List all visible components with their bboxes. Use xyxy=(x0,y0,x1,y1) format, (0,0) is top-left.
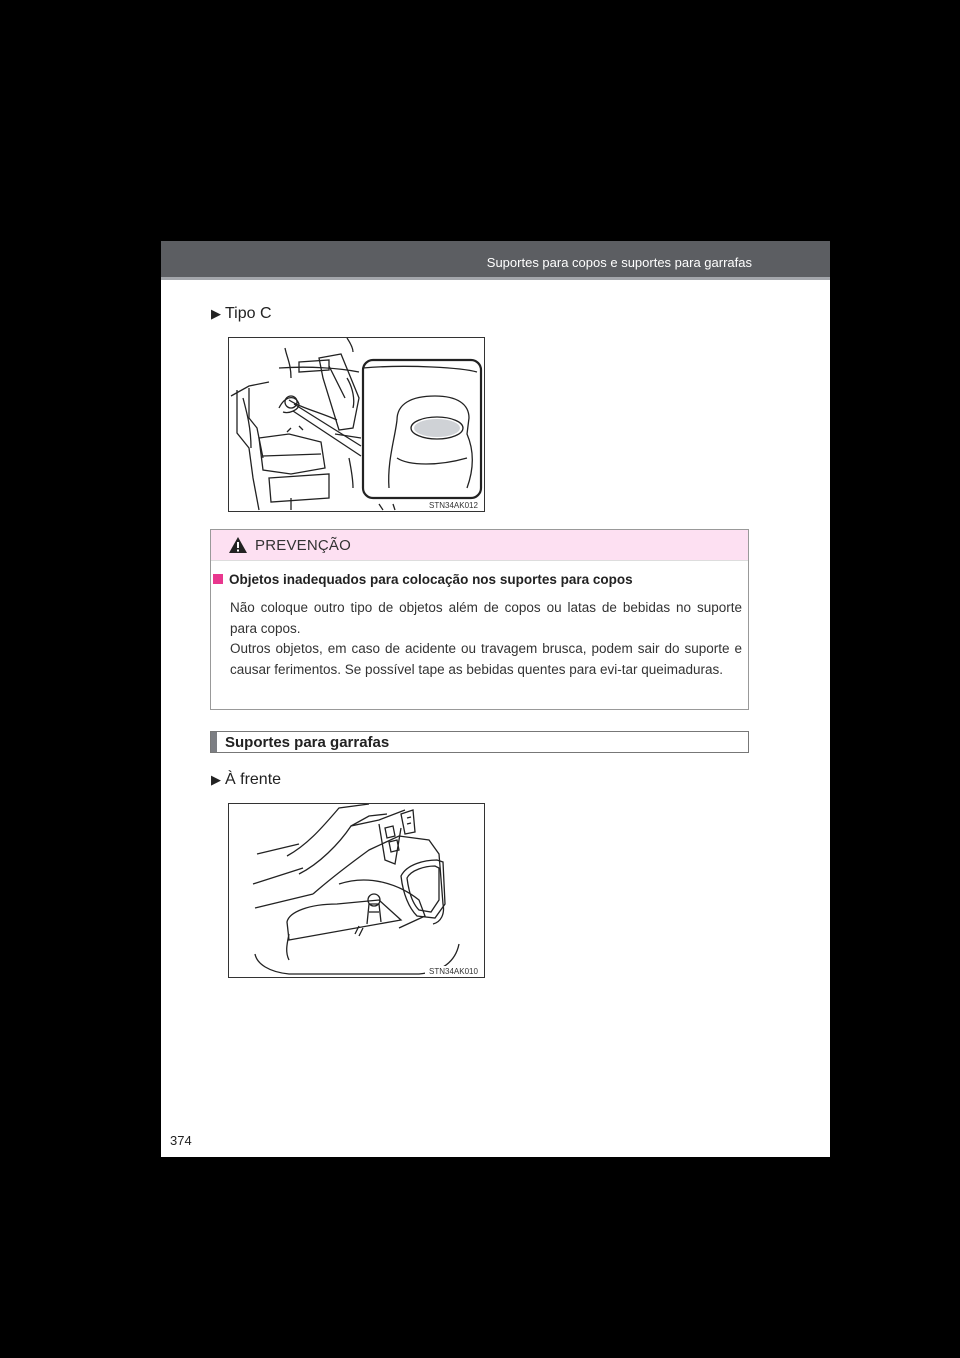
warning-subtitle xyxy=(213,572,633,587)
warning-subtitle-text: Objetos inadequados para colocação nos suportes para copos xyxy=(229,572,633,587)
warning-header xyxy=(211,530,748,561)
bottle-holder-illustration xyxy=(228,803,485,978)
warning-body xyxy=(230,598,742,680)
figure-code: STN34AK012 xyxy=(429,501,478,510)
triangle-right-icon: ▶ xyxy=(211,772,221,787)
section-bar xyxy=(211,732,217,752)
square-bullet-icon xyxy=(213,574,223,584)
warning-title: PREVENÇÃO xyxy=(255,537,351,554)
cup-holder-illustration xyxy=(228,337,485,512)
manual-page xyxy=(161,241,830,1157)
warning-paragraph: Não coloque outro tipo de objetos além de copos ou latas de bebidas no suporte para copos. xyxy=(230,600,742,636)
header-title: Suportes para copos e suportes para garrafas xyxy=(486,255,752,270)
section-title: Suportes para garrafas xyxy=(225,734,390,751)
page-number: 374 xyxy=(170,1133,192,1148)
warning-triangle-icon xyxy=(228,536,248,554)
front-label: À frente xyxy=(225,771,282,788)
cup-holder-drawing xyxy=(229,338,484,511)
type-c-label: Tipo C xyxy=(225,305,272,322)
front-heading xyxy=(211,771,281,789)
section-heading xyxy=(210,731,749,753)
warning-box xyxy=(210,529,749,710)
type-c-heading xyxy=(211,305,272,323)
warning-paragraph: Outros objetos, em caso de acidente ou travagem brusca, podem sair do suporte e causar ferimentos. Se possível tape as bebidas quentes para evi-tar queimaduras. xyxy=(230,641,742,677)
page-header xyxy=(161,241,830,280)
bottle-holder-drawing xyxy=(229,804,484,977)
triangle-right-icon: ▶ xyxy=(211,306,221,321)
figure-code: STN34AK010 xyxy=(429,967,478,976)
